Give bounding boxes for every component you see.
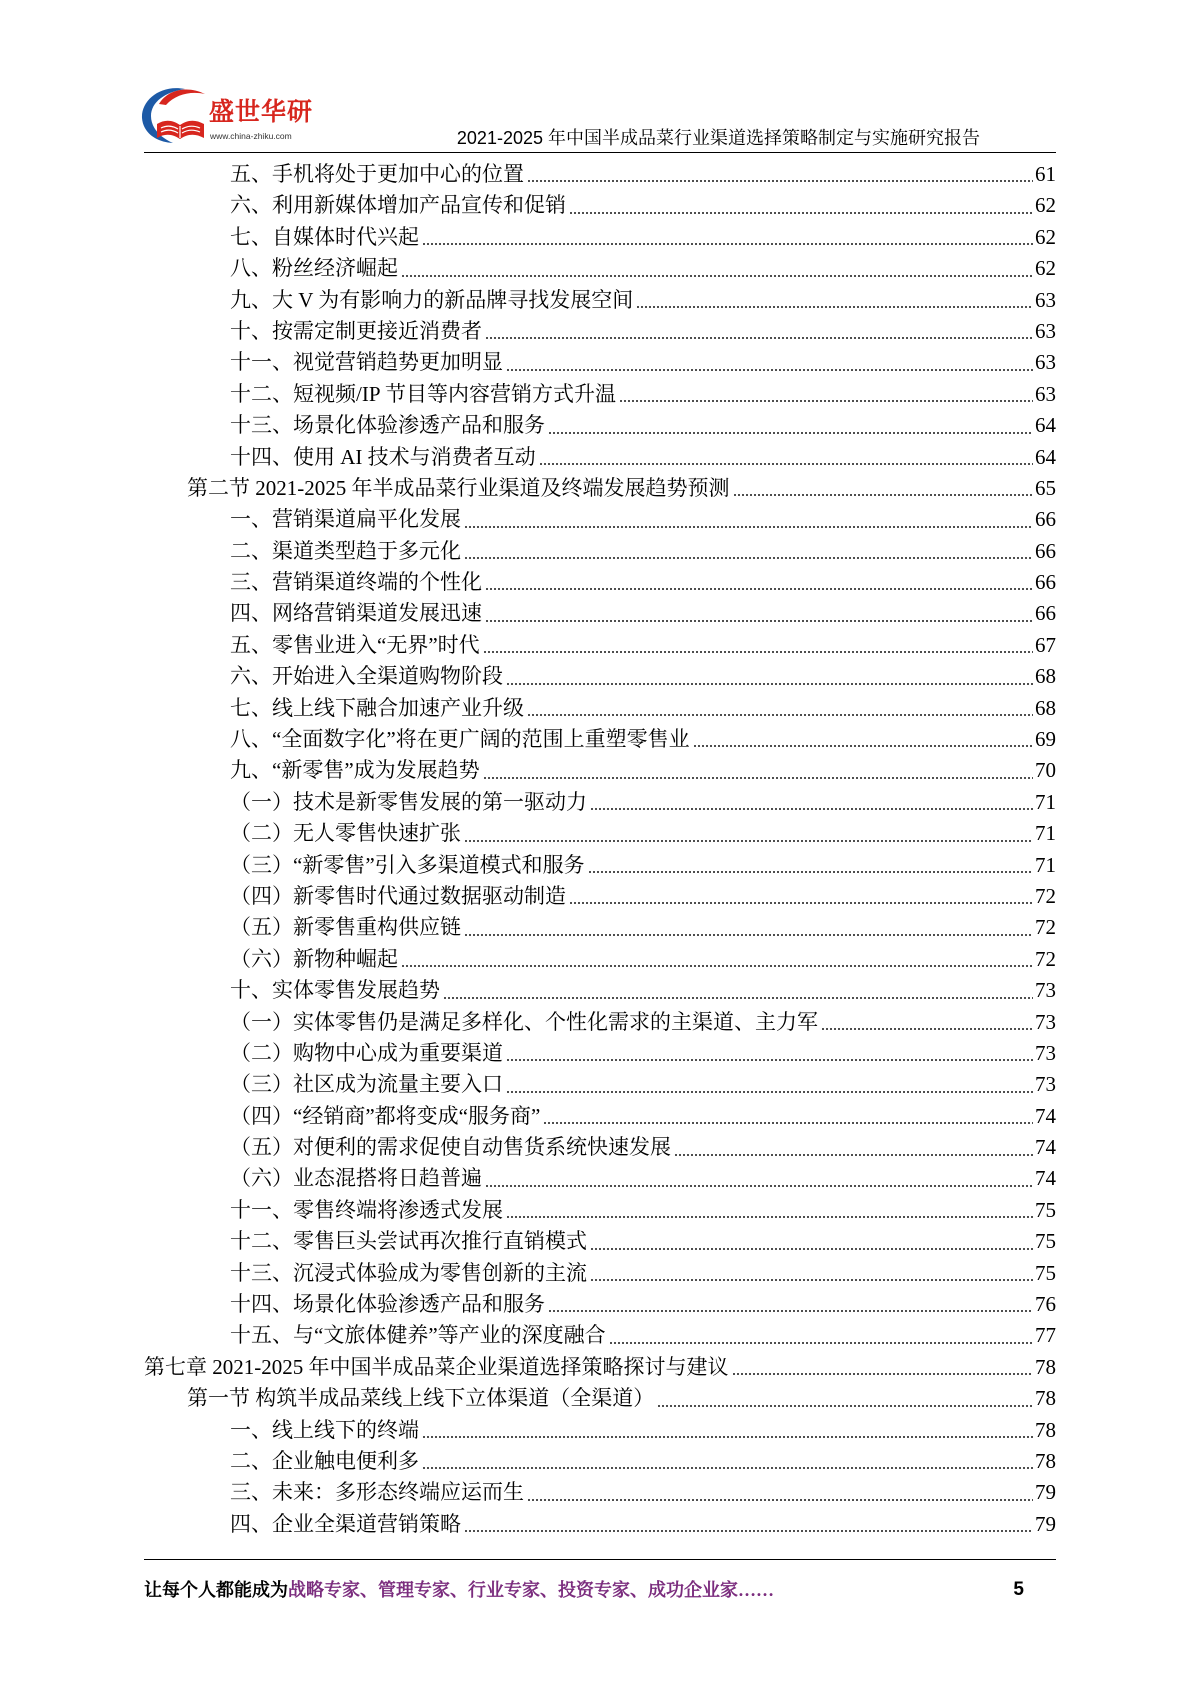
toc-entry-page-number: 62: [1035, 193, 1056, 218]
toc-entry-label: 第一节 构筑半成品菜线上线下立体渠道（全渠道）: [187, 1386, 655, 1411]
toc-entry-page-number: 66: [1035, 538, 1056, 563]
toc-dot-leader: [486, 588, 1033, 590]
toc-dot-leader: [402, 965, 1033, 967]
toc-entry-subitem: [144, 944, 1056, 975]
toc-entry-subitem: [144, 818, 1056, 849]
toc-entry-page-number: 70: [1035, 758, 1056, 783]
book-swoosh-logo-icon: [139, 82, 207, 146]
toc-dot-leader: [507, 1091, 1033, 1093]
toc-entry-label: 九、大 V 为有影响力的新品牌寻找发展空间: [230, 287, 634, 312]
toc-dot-leader: [591, 808, 1033, 810]
toc-dot-leader: [423, 1436, 1033, 1438]
toc-entry-item: [144, 1226, 1056, 1257]
toc-entry-page-number: 74: [1035, 1135, 1056, 1160]
toc-entry-label: 三、营销渠道终端的个性化: [230, 570, 482, 595]
toc-entry-item: [144, 567, 1056, 598]
toc-entry-label: （三）“新零售”引入多渠道模式和服务: [230, 852, 585, 877]
toc-entry-label: （六）新物种崛起: [230, 946, 398, 971]
toc-entry-item: [144, 693, 1056, 724]
toc-entry-page-number: 68: [1035, 695, 1056, 720]
toc-dot-leader: [486, 620, 1033, 622]
toc-entry-item: [144, 755, 1056, 786]
toc-entry-label: 九、“新零售”成为发展趋势: [230, 758, 480, 783]
toc-entry-item: [144, 190, 1056, 221]
toc-entry-label: 十四、场景化体验渗透产品和服务: [230, 1292, 545, 1317]
toc-entry-page-number: 73: [1035, 978, 1056, 1003]
toc-entry-item: [144, 975, 1056, 1006]
toc-dot-leader: [484, 777, 1033, 779]
toc-entry-label: （六）业态混搭将日趋普遍: [230, 1166, 482, 1191]
toc-dot-leader: [694, 745, 1033, 747]
toc-dot-leader: [637, 306, 1033, 308]
toc-entry-page-number: 75: [1035, 1229, 1056, 1254]
toc-entry-page-number: 73: [1035, 1009, 1056, 1034]
toc-entry-item: [144, 504, 1056, 535]
toc-entry-page-number: 73: [1035, 1040, 1056, 1065]
toc-dot-leader: [486, 1185, 1033, 1187]
toc-entry-label: 五、零售业进入“无界”时代: [230, 632, 480, 657]
toc-entry-label: （一）实体零售仍是满足多样化、个性化需求的主渠道、主力军: [230, 1009, 818, 1034]
toc-entry-item: [144, 630, 1056, 661]
toc-dot-leader: [733, 1373, 1034, 1375]
toc-entry-label: 十、按需定制更接近消费者: [230, 318, 482, 343]
toc-entry-section: [144, 473, 1056, 504]
header-rule: [144, 152, 1056, 153]
toc-dot-leader: [465, 526, 1033, 528]
toc-entry-subitem: [144, 1069, 1056, 1100]
toc-dot-leader: [507, 1059, 1033, 1061]
toc-dot-leader: [570, 212, 1033, 214]
toc-list: [144, 159, 1056, 1540]
toc-entry-item: [144, 661, 1056, 692]
toc-dot-leader: [549, 1310, 1033, 1312]
toc-entry-page-number: 78: [1035, 1386, 1056, 1411]
toc-entry-subitem: [144, 1132, 1056, 1163]
toc-entry-chapter: [144, 1352, 1056, 1383]
toc-entry-subitem: [144, 850, 1056, 881]
toc-entry-label: （二）购物中心成为重要渠道: [230, 1040, 503, 1065]
logo-url: www.china-zhiku.com: [210, 131, 292, 141]
toc-entry-item: [144, 1258, 1056, 1289]
toc-entry-page-number: 62: [1035, 224, 1056, 249]
toc-dot-leader: [658, 1405, 1033, 1407]
toc-entry-subitem: [144, 912, 1056, 943]
footer-slogan-highlight: 战略专家、管理专家、行业专家、投资专家、成功企业家……: [288, 1580, 774, 1600]
toc-dot-leader: [465, 840, 1033, 842]
toc-dot-leader: [528, 714, 1033, 716]
toc-dot-leader: [591, 1279, 1033, 1281]
toc-dot-leader: [507, 1216, 1033, 1218]
toc-entry-page-number: 79: [1035, 1511, 1056, 1536]
toc-dot-leader: [465, 557, 1033, 559]
toc-entry-label: （三）社区成为流量主要入口: [230, 1072, 503, 1097]
toc-entry-label: 十一、零售终端将渗透式发展: [230, 1197, 503, 1222]
toc-entry-label: 七、自媒体时代兴起: [230, 224, 419, 249]
toc-entry-item: [144, 222, 1056, 253]
toc-entry-page-number: 69: [1035, 727, 1056, 752]
toc-entry-page-number: 75: [1035, 1197, 1056, 1222]
footer-slogan-prefix: 让每个人都能成为: [144, 1580, 288, 1600]
toc-entry-page-number: 64: [1035, 413, 1056, 438]
toc-entry-page-number: 62: [1035, 256, 1056, 281]
toc-dot-leader: [540, 463, 1033, 465]
toc-entry-item: [144, 253, 1056, 284]
toc-dot-leader: [570, 902, 1033, 904]
toc-entry-page-number: 63: [1035, 287, 1056, 312]
toc-entry-item: [144, 1477, 1056, 1508]
toc-dot-leader: [591, 1248, 1033, 1250]
toc-dot-leader: [610, 1342, 1033, 1344]
toc-dot-leader: [465, 1530, 1033, 1532]
toc-dot-leader: [822, 1028, 1033, 1030]
toc-entry-label: 第二节 2021-2025 年半成品菜行业渠道及终端发展趋势预测: [187, 475, 730, 500]
toc-entry-subitem: [144, 1101, 1056, 1132]
toc-dot-leader: [484, 651, 1033, 653]
toc-entry-label: 十、实体零售发展趋势: [230, 978, 440, 1003]
toc-entry-page-number: 79: [1035, 1480, 1056, 1505]
toc-entry-label: （二）无人零售快速扩张: [230, 821, 461, 846]
toc-dot-leader: [620, 400, 1033, 402]
toc-entry-page-number: 63: [1035, 318, 1056, 343]
toc-dot-leader: [549, 432, 1033, 434]
toc-entry-label: 三、未来：多形态终端应运而生: [230, 1480, 524, 1505]
toc-entry-subitem: [144, 881, 1056, 912]
toc-dot-leader: [734, 494, 1034, 496]
toc-entry-label: 五、手机将处于更加中心的位置: [230, 161, 524, 186]
toc-entry-subitem: [144, 787, 1056, 818]
toc-dot-leader: [402, 275, 1033, 277]
logo-name: 盛世华研: [209, 98, 314, 126]
toc-entry-item: [144, 1415, 1056, 1446]
toc-entry-page-number: 72: [1035, 946, 1056, 971]
toc-dot-leader: [465, 934, 1033, 936]
toc-dot-leader: [528, 180, 1033, 182]
toc-entry-page-number: 67: [1035, 632, 1056, 657]
toc-entry-item: [144, 536, 1056, 567]
toc-entry-page-number: 66: [1035, 507, 1056, 532]
toc-entry-subitem: [144, 1007, 1056, 1038]
toc-entry-page-number: 73: [1035, 1072, 1056, 1097]
toc-entry-page-number: 72: [1035, 883, 1056, 908]
toc-entry-label: （五）新零售重构供应链: [230, 915, 461, 940]
toc-entry-label: 四、企业全渠道营销策略: [230, 1511, 461, 1536]
toc-entry-label: 八、粉丝经济崛起: [230, 256, 398, 281]
toc-entry-label: 十四、使用 AI 技术与消费者互动: [230, 444, 536, 469]
toc-entry-label: （一）技术是新零售发展的第一驱动力: [230, 789, 587, 814]
toc-entry-subitem: [144, 1164, 1056, 1195]
toc-entry-label: 十三、沉浸式体验成为零售创新的主流: [230, 1260, 587, 1285]
toc-entry-page-number: 71: [1035, 821, 1056, 846]
toc-entry-page-number: 61: [1035, 161, 1056, 186]
toc-entry-label: （四）新零售时代通过数据驱动制造: [230, 883, 566, 908]
toc-entry-label: 十一、视觉营销趋势更加明显: [230, 350, 503, 375]
toc-dot-leader: [589, 871, 1033, 873]
toc-entry-page-number: 76: [1035, 1292, 1056, 1317]
toc-entry-label: 六、开始进入全渠道购物阶段: [230, 664, 503, 689]
toc-entry-item: [144, 347, 1056, 378]
toc-entry-label: 八、“全面数字化”将在更广阔的范围上重塑零售业: [230, 727, 690, 752]
toc-dot-leader: [507, 369, 1033, 371]
toc-dot-leader: [423, 243, 1033, 245]
toc-dot-leader: [507, 683, 1033, 685]
toc-entry-page-number: 64: [1035, 444, 1056, 469]
toc-entry-label: 十二、零售巨头尝试再次推行直销模式: [230, 1229, 587, 1254]
toc-entry-page-number: 68: [1035, 664, 1056, 689]
page-number: 5: [1013, 1579, 1024, 1600]
toc-entry-page-number: 71: [1035, 852, 1056, 877]
toc-entry-page-number: 78: [1035, 1354, 1056, 1379]
toc-dot-leader: [423, 1467, 1033, 1469]
toc-entry-item: [144, 285, 1056, 316]
toc-entry-label: 七、线上线下融合加速产业升级: [230, 695, 524, 720]
toc-entry-page-number: 75: [1035, 1260, 1056, 1285]
toc-dot-leader: [486, 337, 1033, 339]
toc-entry-page-number: 63: [1035, 381, 1056, 406]
toc-entry-item: [144, 159, 1056, 190]
toc-entry-page-number: 74: [1035, 1166, 1056, 1191]
toc-entry-label: 十三、场景化体验渗透产品和服务: [230, 413, 545, 438]
toc-entry-subitem: [144, 1038, 1056, 1069]
toc-entry-label: 十二、短视频/IP 节目等内容营销方式升温: [230, 381, 616, 406]
toc-dot-leader: [544, 1122, 1033, 1124]
toc-entry-item: [144, 316, 1056, 347]
toc-entry-label: 十五、与“文旅体健养”等产业的深度融合: [230, 1323, 606, 1348]
toc-entry-label: 四、网络营销渠道发展迅速: [230, 601, 482, 626]
toc-dot-leader: [675, 1154, 1033, 1156]
report-title: 2021-2025 年中国半成品菜行业渠道选择策略制定与实施研究报告: [456, 128, 980, 148]
toc-entry-label: （四）“经销商”都将变成“服务商”: [230, 1103, 541, 1128]
toc-entry-item: [144, 379, 1056, 410]
toc-entry-label: 第七章 2021-2025 年中国半成品菜企业渠道选择策略探讨与建议: [144, 1354, 729, 1379]
footer-slogan: [144, 1578, 774, 1602]
toc-entry-item: [144, 598, 1056, 629]
toc-entry-page-number: 71: [1035, 789, 1056, 814]
toc-entry-page-number: 78: [1035, 1449, 1056, 1473]
toc-entry-page-number: 63: [1035, 350, 1056, 375]
footer-rule: [144, 1559, 1056, 1560]
toc-entry-item: [144, 442, 1056, 473]
toc-entry-item: [144, 724, 1056, 755]
toc-dot-leader: [444, 997, 1033, 999]
toc-entry-label: （五）对便利的需求促使自动售货系统快速发展: [230, 1135, 671, 1160]
toc-entry-label: 二、企业触电便利多: [230, 1449, 419, 1473]
toc-dot-leader: [528, 1499, 1033, 1501]
toc-entry-item: [144, 1446, 1056, 1477]
toc-entry-item: [144, 1195, 1056, 1226]
toc-entry-item: [144, 1509, 1056, 1540]
toc-entry-item: [144, 410, 1056, 441]
toc-entry-label: 六、利用新媒体增加产品宣传和促销: [230, 193, 566, 218]
toc-entry-item: [144, 1289, 1056, 1320]
toc-entry-section: [144, 1383, 1056, 1414]
toc-entry-page-number: 66: [1035, 601, 1056, 626]
toc-entry-page-number: 72: [1035, 915, 1056, 940]
toc-entry-label: 一、线上线下的终端: [230, 1417, 419, 1442]
toc-entry-page-number: 65: [1035, 475, 1056, 500]
toc-entry-label: 一、营销渠道扁平化发展: [230, 507, 461, 532]
toc-entry-page-number: 74: [1035, 1103, 1056, 1128]
toc-entry-page-number: 77: [1035, 1323, 1056, 1348]
toc-entry-page-number: 78: [1035, 1417, 1056, 1442]
toc-entry-page-number: 66: [1035, 570, 1056, 595]
toc-entry-label: 二、渠道类型趋于多元化: [230, 538, 461, 563]
toc-entry-item: [144, 1320, 1056, 1351]
company-logo: [139, 82, 314, 148]
